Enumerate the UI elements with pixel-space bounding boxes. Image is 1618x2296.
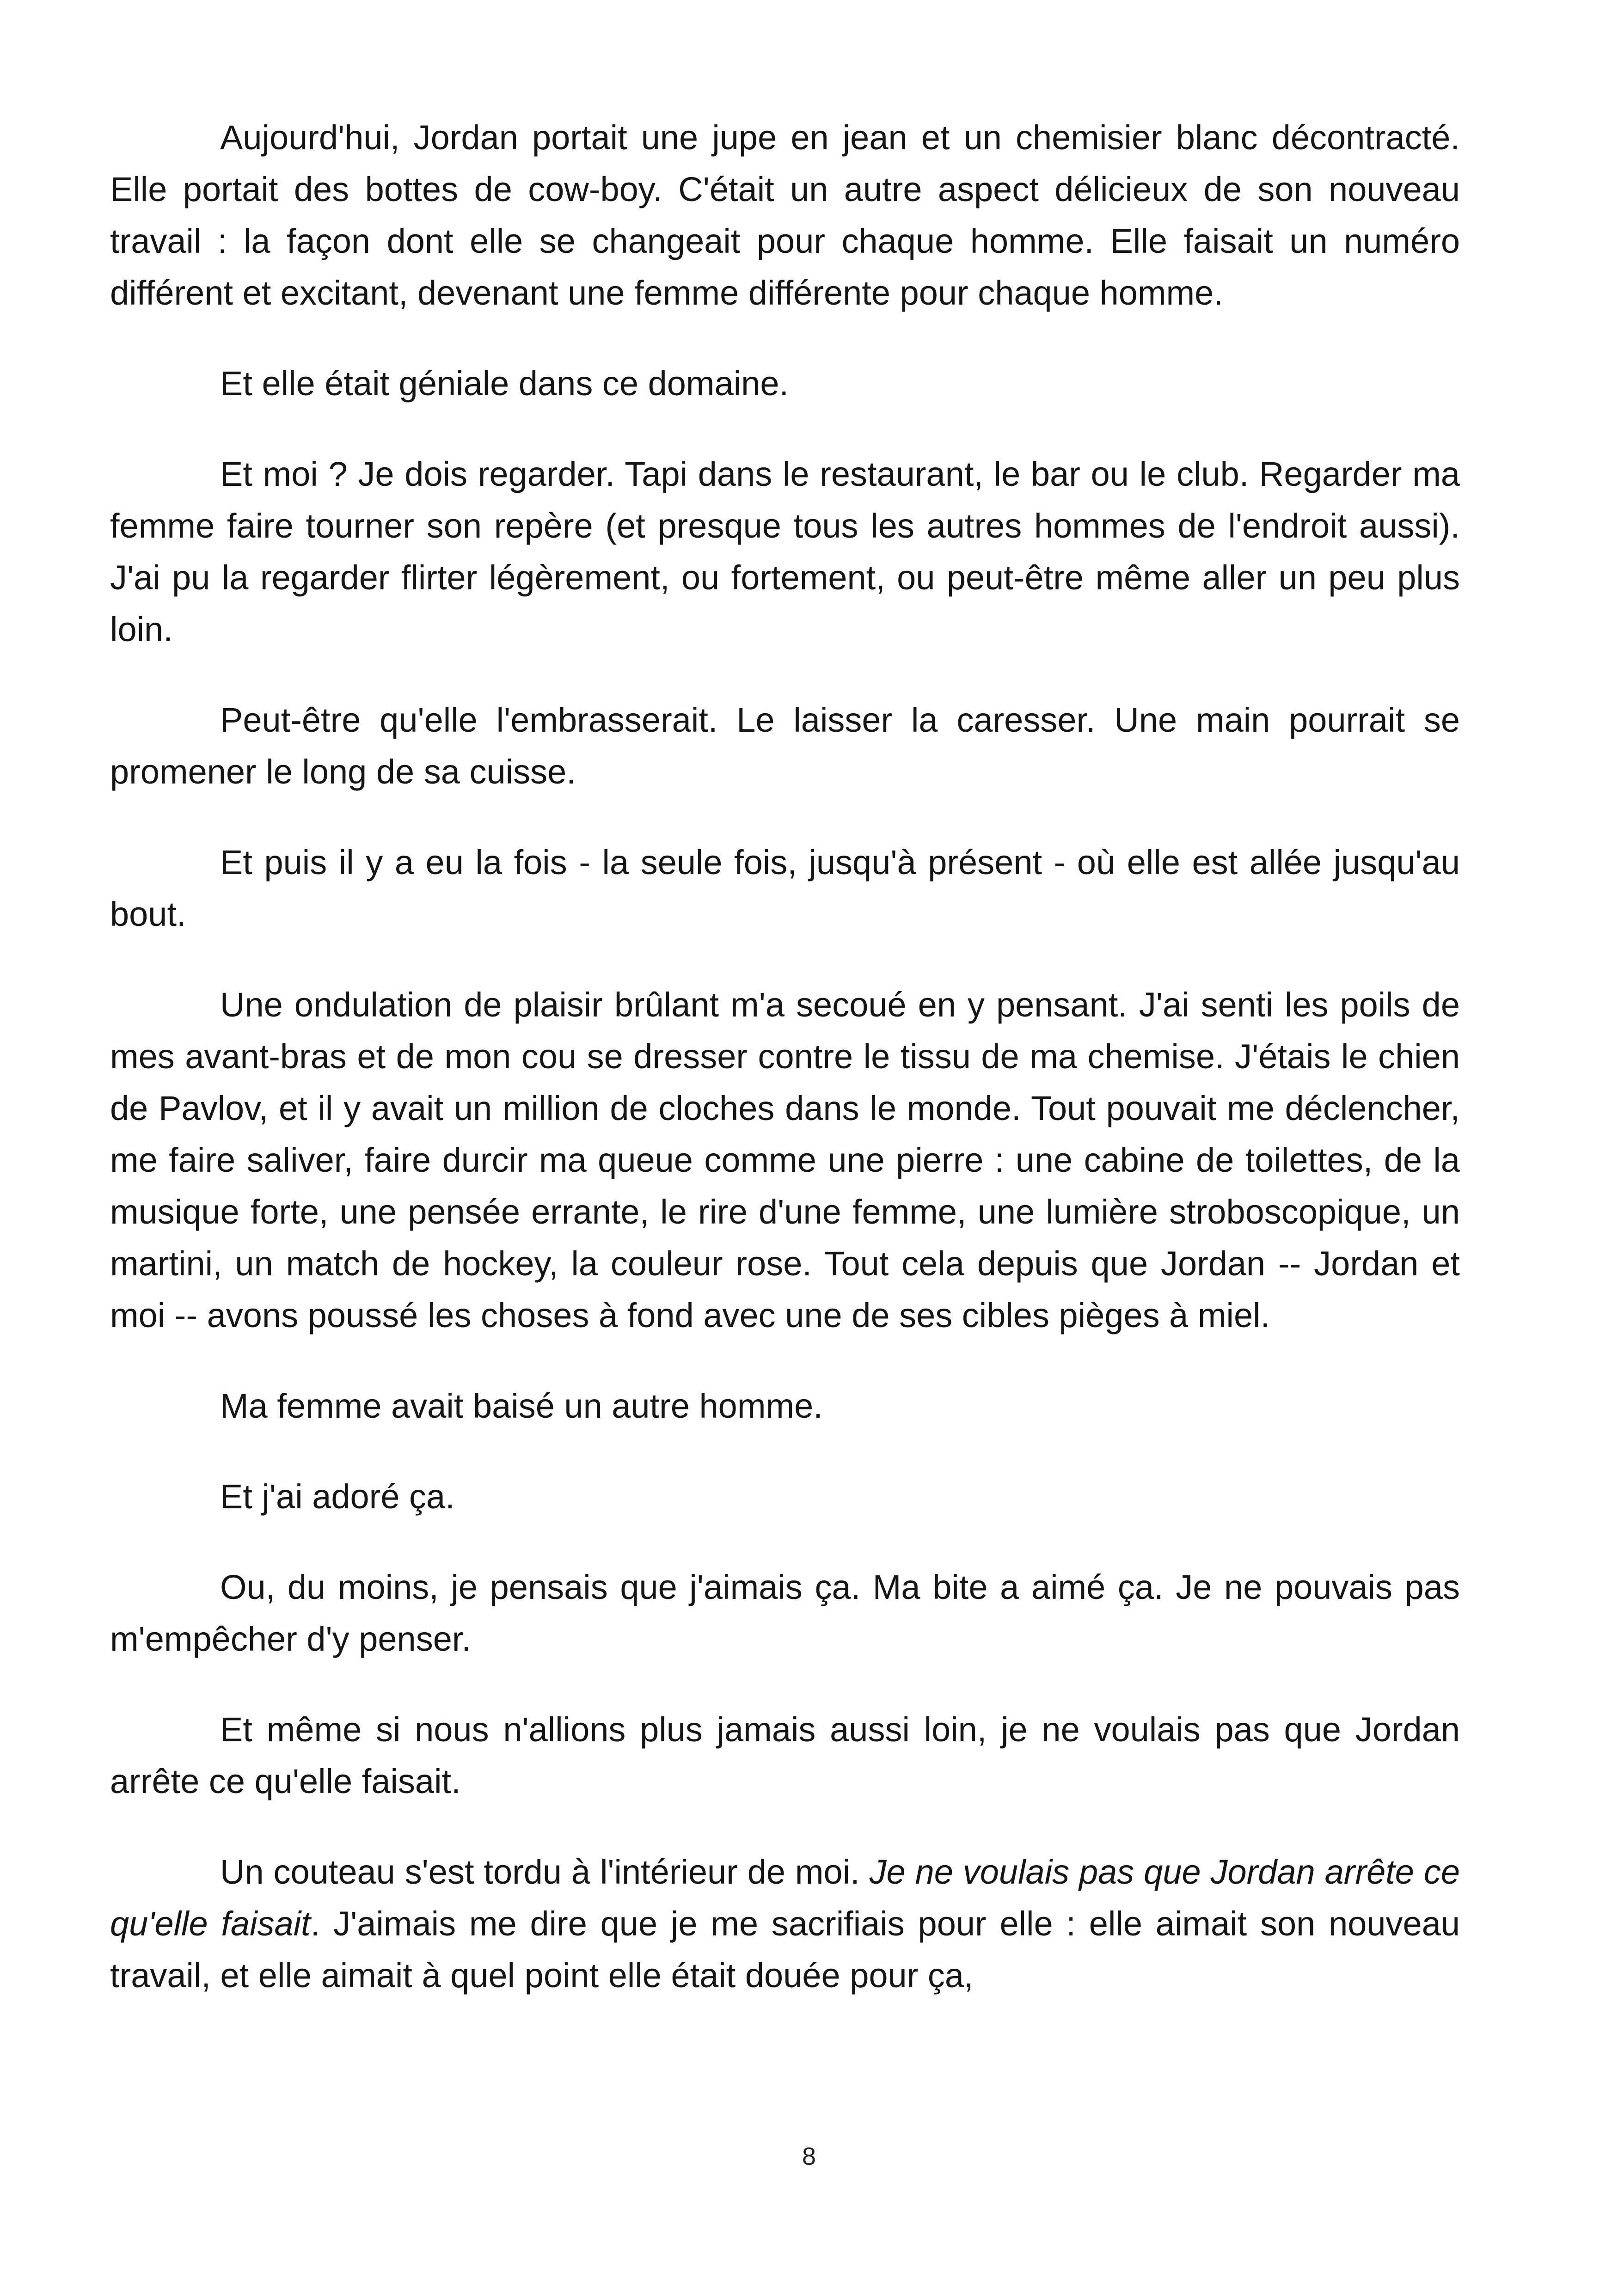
paragraph-11-italic: Je ne voulais pas que Jordan arrête ce qu'elle faisait — [110, 1853, 1460, 1943]
paragraph-5: Et puis il y a eu la fois - la seule fois, jusqu'à présent - où elle est allée jusqu'au bout. — [110, 843, 1460, 933]
paragraph-2: Et elle était géniale dans ce domaine. — [220, 364, 789, 403]
paragraph-4: Peut-être qu'elle l'embrasserait. Le laisser la caresser. Une main pourrait se promener le long de sa cuisse. — [110, 701, 1460, 791]
body-text — [110, 112, 1460, 2040]
page-number: 8 — [802, 2143, 816, 2170]
paragraph-3: Et moi ? Je dois regarder. Tapi dans le restaurant, le bar ou le club. Regarder ma femme faire tourner son repère (et presque tous les autres hommes de l'endroit aussi). J'ai pu la regarder flirter légèrement, ou fortement, ou peut-être même aller un peu plus loin. — [110, 455, 1460, 649]
paragraph-9: Ou, du moins, je pensais que j'aimais ça. Ma bite a aimé ça. Je ne pouvais pas m'empêcher d'y penser. — [110, 1568, 1460, 1658]
paragraph-11-start: Un couteau s'est tordu à l'intérieur de moi. — [220, 1853, 870, 1891]
paragraph-8: Et j'ai adoré ça. — [220, 1477, 455, 1516]
paragraph-1: Aujourd'hui, Jordan portait une jupe en jean et un chemisier blanc décontracté. Elle portait des bottes de cow-boy. C'était un autre aspect délicieux de son nouveau travail : la façon dont elle se changeait pour chaque homme. Elle faisait un numéro différent et excitant, devenant une femme différente pour chaque homme. — [110, 118, 1460, 312]
paragraph-11 — [110, 1846, 1460, 2002]
paragraph-11-end: . J'aimais me dire que je me sacrifiais pour elle : elle aimait son nouveau travail, et elle aimait à quel point elle était douée pour ça, — [110, 1904, 1460, 1995]
paragraph-7: Ma femme avait baisé un autre homme. — [220, 1387, 823, 1425]
paragraph-6: Une ondulation de plaisir brûlant m'a secoué en y pensant. J'ai senti les poils de mes avant-bras et de mon cou se dresser contre le tissu de ma chemise. J'étais le chien de Pavlov, et il y avait un million de cloches dans le monde. Tout pouvait me déclencher, me faire saliver, faire durcir ma queue comme une pierre : une cabine de toilettes, de la musique forte, une pensée errante, le rire d'une femme, une lumière stroboscopique, un martini, un match de hockey, la couleur rose. Tout cela depuis que Jordan -- Jordan et moi -- avons poussé les choses à fond avec une de ses cibles pièges à miel. — [110, 986, 1460, 1335]
paragraph-10: Et même si nous n'allions plus jamais aussi loin, je ne voulais pas que Jordan arrête ce qu'elle faisait. — [110, 1710, 1460, 1800]
